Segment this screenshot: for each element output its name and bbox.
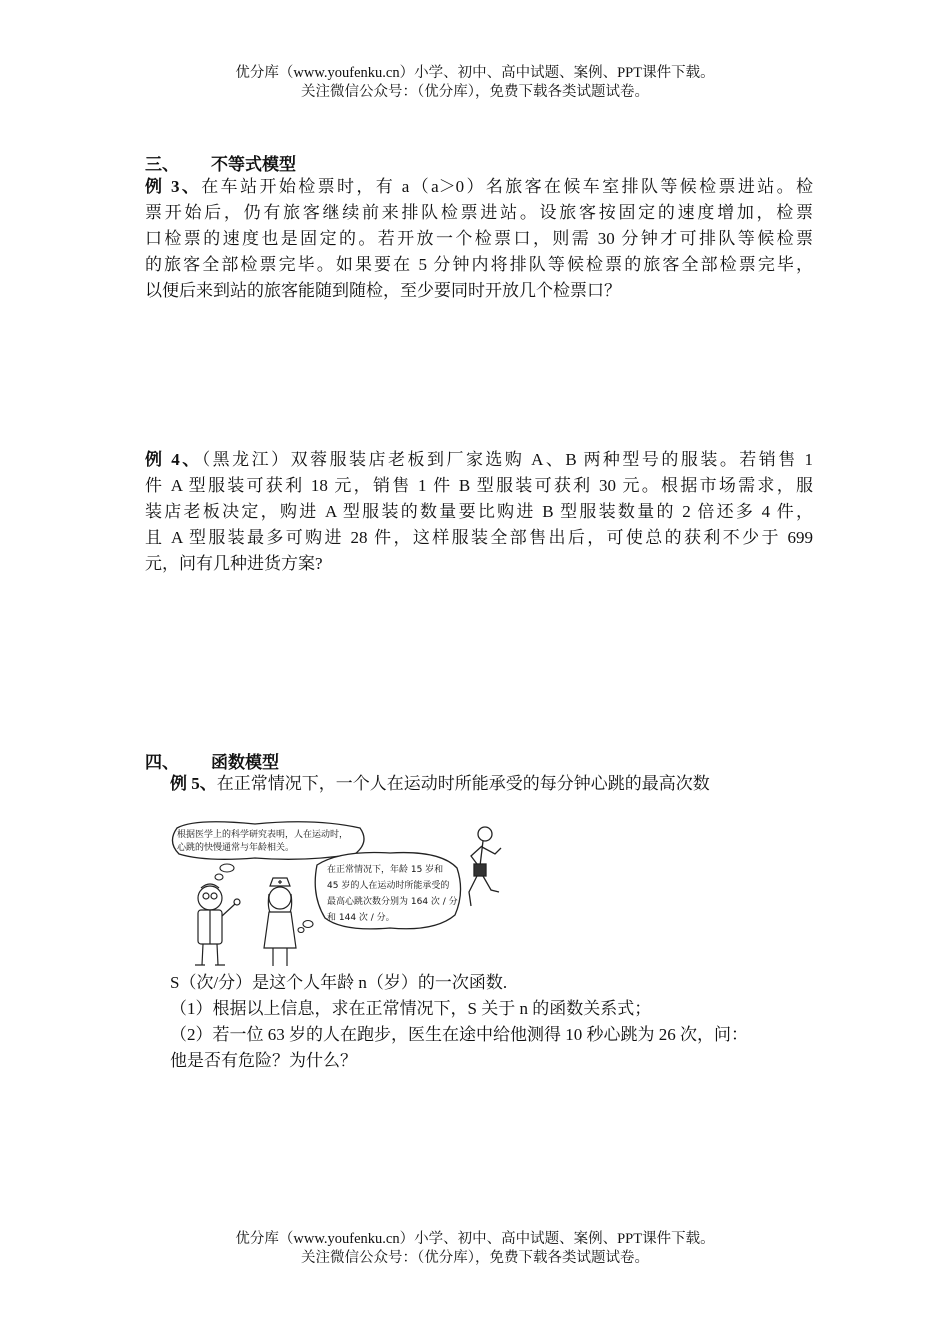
doctor-figure <box>195 884 240 965</box>
example-4-label: 例 4、 <box>145 450 202 469</box>
example-4-line: （黑龙江）双蓉服装店老板到厂家选购 A、B 两种型号的服装。若销售 1 <box>201 450 813 469</box>
example-5-intro <box>170 771 710 797</box>
example-4-line: 且 A 型服装最多可购进 28 件，这样服装全部售出后，可使总的获利不少于 699 <box>145 528 813 547</box>
example-4-line: 装店老板决定，购进 A 型服装的数量要比购进 B 型服装数量的 2 倍还多 4 件， <box>145 502 813 521</box>
nurse-figure <box>264 878 296 966</box>
bubble-2-line: 最高心跳次数分别为 164 次 / 分 <box>327 897 458 907</box>
bubble-2-line: 45 岁的人在运动时所能承受的 <box>327 881 450 891</box>
example-5-cont: S（次/分）是这个人年龄 n（岁）的一次函数. <box>170 973 508 992</box>
bubble-1-line: 心跳的快慢通常与年龄相关。 <box>177 843 295 853</box>
bubble-2-line: 在正常情况下，年龄 15 岁和 <box>327 865 444 875</box>
page-header <box>0 64 950 102</box>
example-3-line: 票开始后，仍有旅客继续前来排队检票进站。设旅客按固定的速度增加，检票 <box>145 203 813 222</box>
example-5-body <box>170 970 748 1074</box>
section-3-number: 三、 <box>145 155 179 174</box>
section-3-title: 不等式模型 <box>211 155 296 174</box>
example-3-label: 例 3、 <box>145 177 202 196</box>
section-4-title: 函数模型 <box>211 753 279 772</box>
example-3-line: 以便后来到站的旅客能随到随检，至少要同时开放几个检票口？ <box>145 281 621 300</box>
cartoon-illustration <box>165 820 525 970</box>
header-line-2: 关注微信公众号：（优分库），免费下载各类试题试卷。 <box>301 84 649 100</box>
runner-figure <box>469 827 501 906</box>
example-3 <box>145 174 813 304</box>
example-4 <box>145 447 813 577</box>
example-4-line: 元，问有几种进货方案? <box>145 554 323 573</box>
footer-line-2: 关注微信公众号：（优分库），免费下载各类试题试卷。 <box>301 1250 649 1266</box>
example-5-intro-text: 在正常情况下，一个人在运动时所能承受的每分钟心跳的最高次数 <box>216 774 710 793</box>
example-5-question-2: （2）若一位 63 岁的人在跑步，医生在途中给他测得 10 秒心跳为 26 次，问： <box>170 1025 748 1044</box>
section-4-heading <box>145 748 279 773</box>
header-line-1: 优分库（www.youfenku.cn）小学、初中、高中试题、案例、PPT课件下载。 <box>235 65 715 81</box>
bubble-1-line: 根据医学上的科学研究表明，人在运动时， <box>177 830 349 840</box>
section-3-heading <box>145 150 296 175</box>
example-5-question-2-cont: 他是否有危险？为什么？ <box>170 1051 357 1070</box>
thought-bubble-2 <box>298 853 461 933</box>
example-4-line: 件 A 型服装可获利 18 元，销售 1 件 B 型服装可获利 30 元。根据市场需求，服 <box>145 476 813 495</box>
bubble-2-line: 和 144 次 / 分。 <box>327 913 395 923</box>
footer-line-1: 优分库（www.youfenku.cn）小学、初中、高中试题、案例、PPT课件下载。 <box>235 1231 715 1247</box>
example-3-line: 口检票的速度也是固定的。若开放一个检票口，则需 30 分钟才可排队等候检票 <box>145 229 813 248</box>
example-5-question-1: （1）根据以上信息，求在正常情况下，S 关于 n 的函数关系式； <box>170 999 652 1018</box>
page-footer <box>0 1230 950 1268</box>
example-3-line: 在车站开始检票时，有 a（a＞0）名旅客在候车室排队等候检票进站。检 <box>201 177 814 196</box>
example-3-line: 的旅客全部检票完毕。如果要在 5 分钟内将排队等候检票的旅客全部检票完毕， <box>145 255 813 274</box>
section-4-number: 四、 <box>145 753 179 772</box>
example-5-label: 例 5、 <box>170 774 217 793</box>
